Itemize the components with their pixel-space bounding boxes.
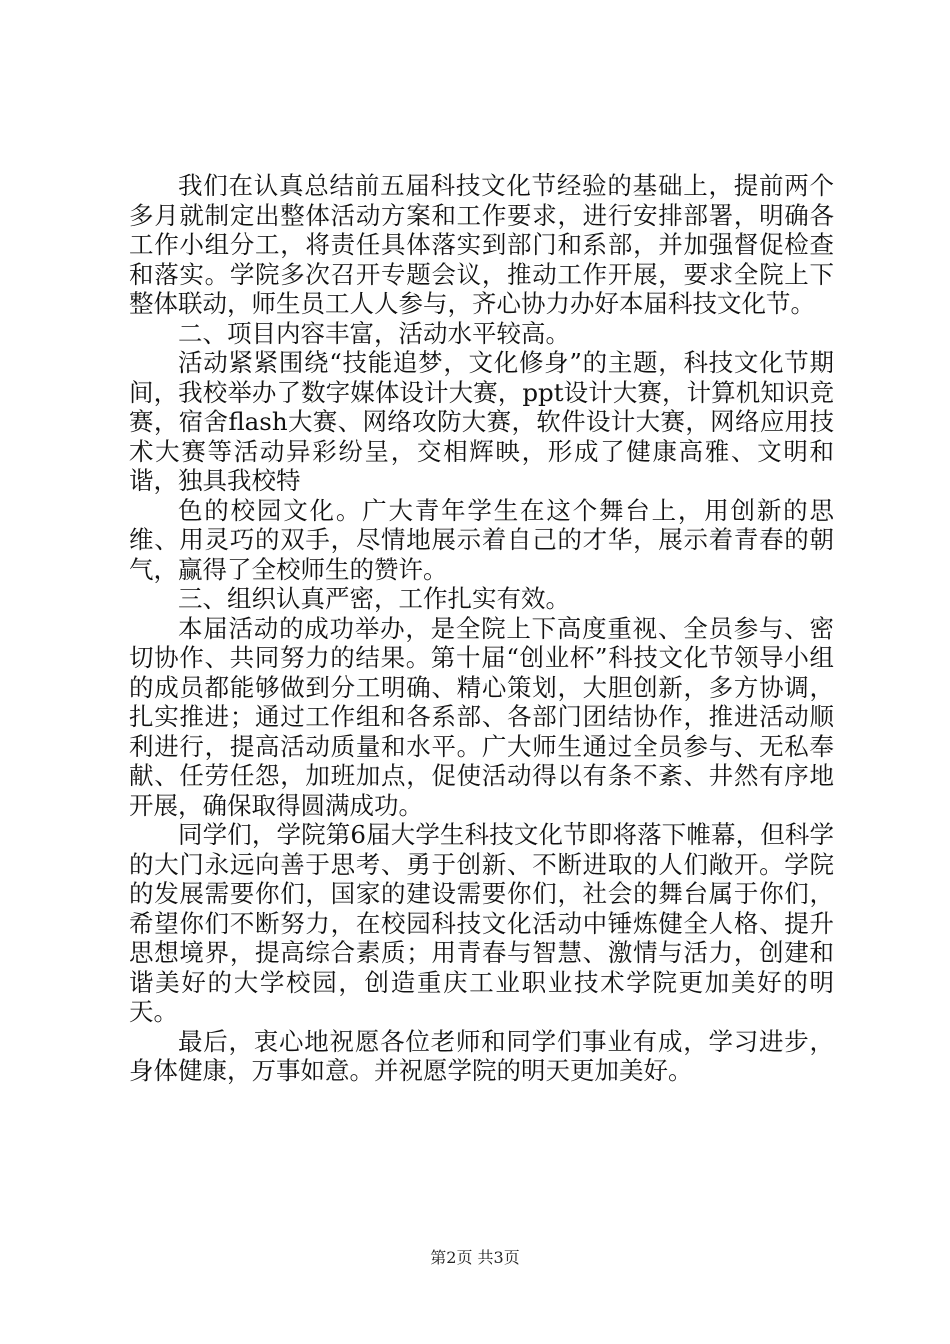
paragraph-organization: 本届活动的成功举办，是全院上下高度重视、全员参与、密切协作、共同努力的结果。第十届“创业杯”科技文化节领导小组的成员都能够做到分工明确、精心策划，大胆创新，多方协调，扎实推进；通过工作组和各系部、各部门团结协作，推进活动顺利进行，提高活动质量和水平。广大师生通过全员参与、无私奉献、任劳任怨，加班加点，促使活动得以有条不紊、井然有序地开展，确保取得圆满成功。 bbox=[129, 613, 834, 820]
paragraph-students: 同学们，学院第6届大学生科技文化节即将落下帷幕，但科学的大门永远向善于思考、勇于创新、不断进取的人们敞开。学院的发展需要你们，国家的建设需要你们，社会的舞台属于你们，希望你们不断努力，在校园科技文化活动中锤炼健全人格、提升思想境界，提高综合素质；用青春与智慧、激情与活力，创建和谐美好的大学校园，创造重庆工业职业技术学院更加美好的明天。 bbox=[129, 820, 834, 1026]
paragraph-intro: 我们在认真总结前五届科技文化节经验的基础上，提前两个多月就制定出整体活动方案和工作要求，进行安排部署，明确各工作小组分工，将责任具体落实到部门和系部，并加强督促检查和落实。学院多次召开专题会议，推动工作开展，要求全院上下整体联动，师生员工人人参与，齐心协力办好本届科技文化节。 bbox=[129, 171, 834, 318]
paragraph-closing: 最后，衷心地祝愿各位老师和同学们事业有成，学习进步，身体健康，万事如意。并祝愿学院的明天更加美好。 bbox=[129, 1026, 834, 1085]
section-heading-3: 三、组织认真严密，工作扎实有效。 bbox=[178, 584, 570, 613]
document-body bbox=[129, 171, 834, 1086]
paragraph-activities: 活动紧紧围绕“技能追梦，文化修身”的主题，科技文化节期间，我校举办了数字媒体设计大赛，ppt设计大赛，计算机知识竞赛，宿舍flash大赛、网络攻防大赛，软件设计大赛，网络应用技术大赛等活动异彩纷呈，交相辉映，形成了健康高雅、文明和谐，独具我校特 bbox=[129, 348, 834, 495]
section-heading-2: 二、项目内容丰富，活动水平较高。 bbox=[178, 318, 570, 348]
paragraph-campus-culture: 色的校园文化。广大青年学生在这个舞台上，用创新的思维、用灵巧的双手，尽情地展示着自己的才华，展示着青春的朝气，赢得了全校师生的赞许。 bbox=[129, 495, 834, 584]
page-number-footer: 第2页 共3页 bbox=[430, 1248, 520, 1267]
